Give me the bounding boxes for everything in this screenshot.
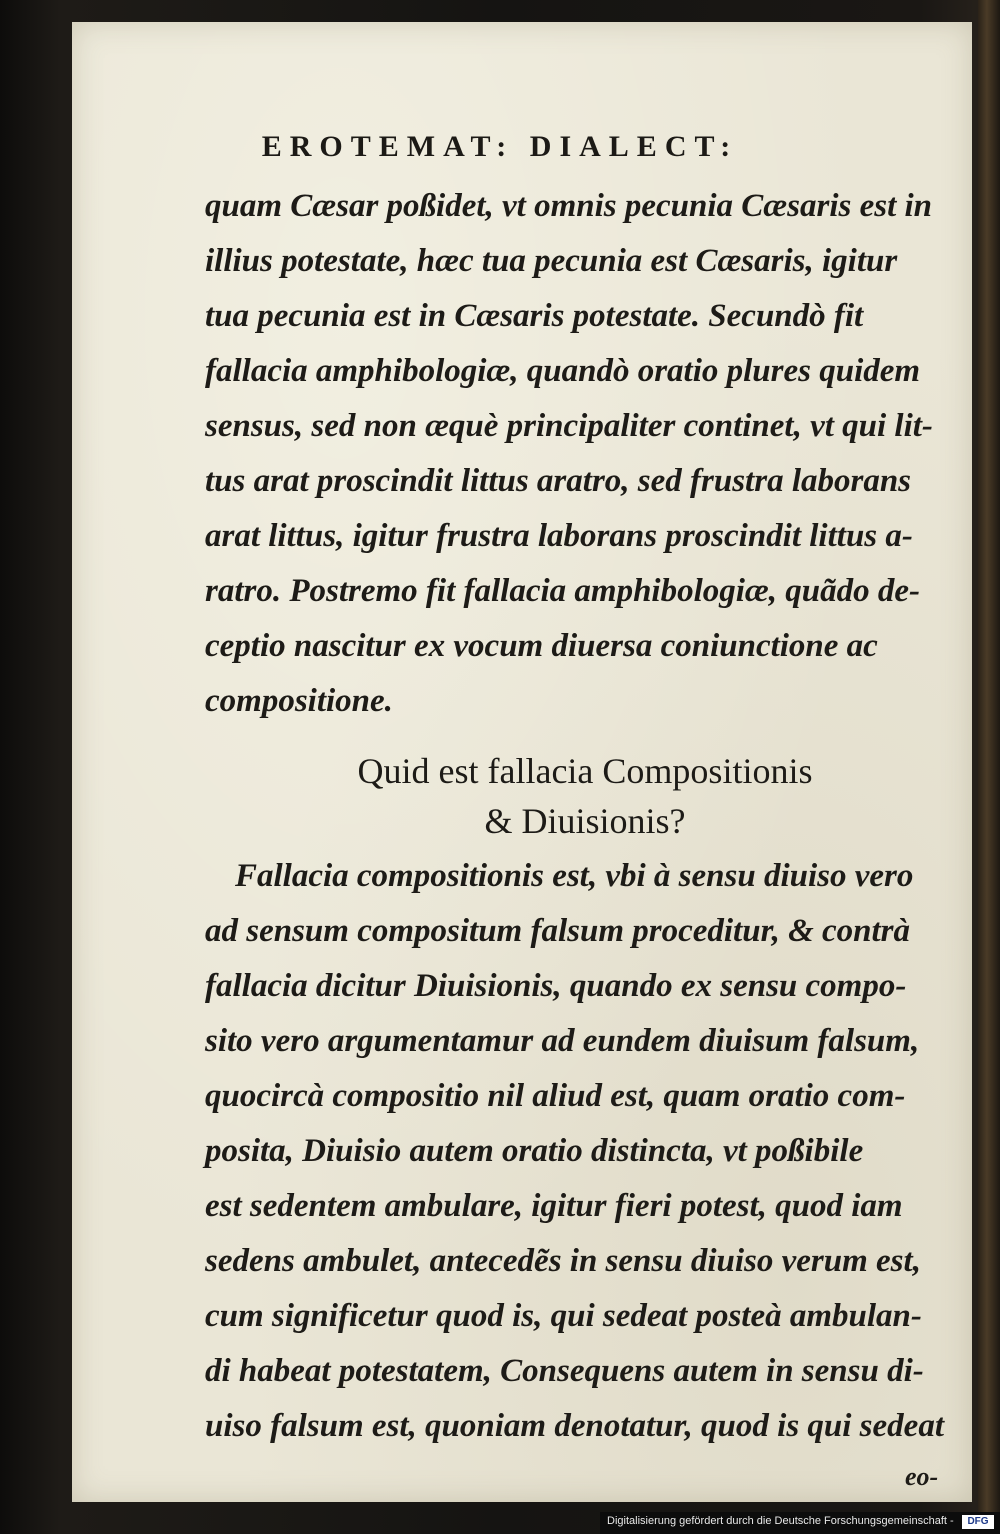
book-edge	[978, 0, 1000, 1534]
text-line: tua pecunia est in Cæsaris potestate. Secundò fit	[205, 298, 864, 334]
section-heading: Quid est fallacia Compositionis	[357, 751, 813, 791]
text-line: compositione.	[205, 683, 393, 719]
text-line: fallacia dicitur Diuisionis, quando ex sensu compo-	[205, 968, 907, 1004]
text-line: tus arat proscindit littus aratro, sed frustra laborans	[205, 463, 912, 499]
text-line: sito vero argumentamur ad eundem diuisum falsum,	[205, 1023, 920, 1059]
text-line: fallacia amphibologiæ, quandò oratio plures quidem	[205, 353, 921, 389]
text-line: uiso falsum est, quoniam denotatur, quod is qui sedeat	[205, 1408, 944, 1444]
text-line: quocircà compositio nil aliud est, quam oratio com-	[205, 1078, 906, 1114]
text-line: Fallacia compositionis est, vbi à sensu diuiso vero	[235, 858, 914, 894]
text-line: di habeat potestatem, Consequens autem in sensu di-	[205, 1353, 924, 1389]
catchword: eo-	[905, 1462, 939, 1491]
section-heading: & Diuisionis?	[484, 801, 686, 841]
dfg-logo: DFG	[962, 1515, 994, 1529]
text-line: posita, Diuisio autem oratio distincta, vt poßibile	[205, 1133, 864, 1169]
text-line: arat littus, igitur frustra laborans proscindit littus a-	[205, 518, 913, 554]
text-line: ratro. Postremo fit fallacia amphibologiæ, quãdo de-	[205, 573, 920, 609]
text-line: quam Cæsar poßidet, vt omnis pecunia Cæsaris est in	[205, 188, 933, 224]
text-line: cum significetur quod is, qui sedeat posteà ambulan-	[205, 1298, 922, 1334]
running-header: EROTEMAT: DIALECT:	[261, 130, 739, 163]
text-line: ad sensum compositum falsum proceditur, & contrà	[205, 913, 911, 949]
text-line: sedens ambulet, antecedẽs in sensu diuiso verum est,	[205, 1243, 921, 1279]
funding-credit: Digitalisierung gefördert durch die Deutsche Forschungsgemeinschaft -	[607, 1515, 954, 1527]
text-line: illius potestate, hæc tua pecunia est Cæsaris, igitur	[205, 243, 898, 279]
text-line: sensus, sed non æquè principaliter continet, vt qui lit-	[205, 408, 933, 444]
text-line: est sedentem ambulare, igitur fieri potest, quod iam	[205, 1188, 903, 1224]
text-line: ceptio nascitur ex vocum diuersa coniunctione ac	[205, 628, 878, 664]
